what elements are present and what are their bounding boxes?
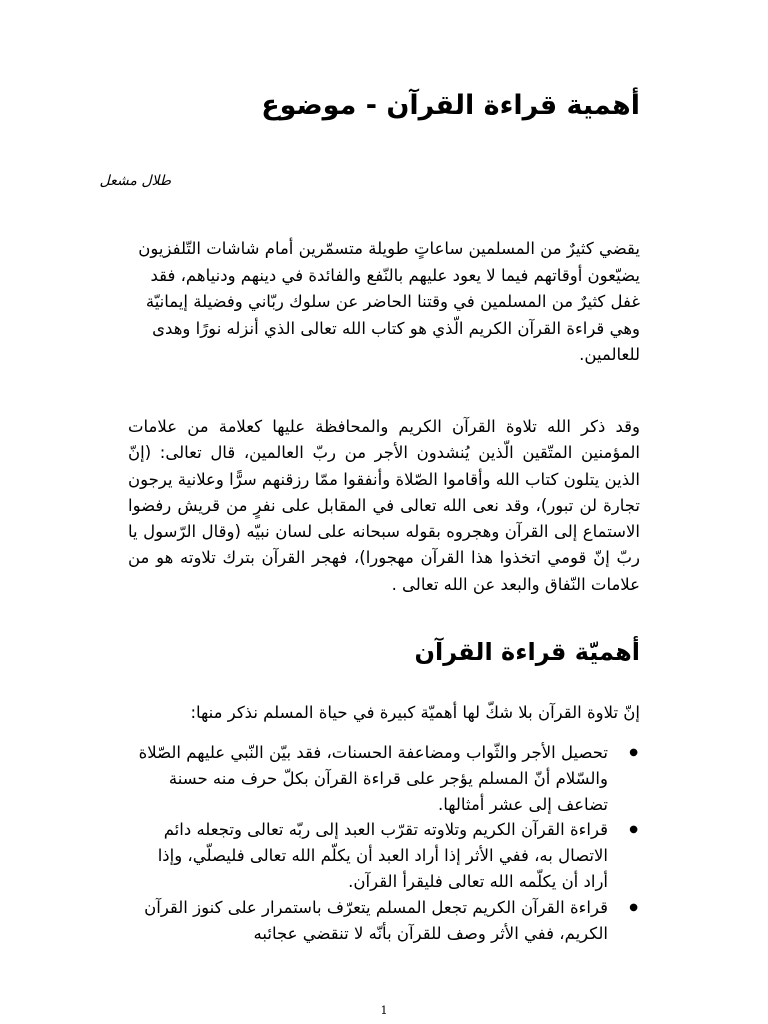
list-item: ● قراءة القرآن الكريم وتلاوته تقرّب العبد إلى ربّه تعالى وتجعله دائم الاتصال به، ففي الأثر إذا أراد العبد أن يكلّم الله تعالى فليصلّي، وإذا أراد أن يكلّمه الله تعالى فليقرأ القرآن. (128, 817, 640, 894)
page-number: 1 (380, 1004, 388, 1017)
section-intro: إنّ تلاوة القرآن بلا شكّ لها أهميّة كبيرة في حياة المسلم نذكر منها: (190, 703, 640, 722)
document-title: أهمية قراءة القرآن - موضوع (261, 90, 640, 121)
section-heading: أهميّة قراءة القرآن (414, 638, 640, 666)
list-item: ● قراءة القرآن الكريم تجعل المسلم يتعرّف باستمرار على كنوز القرآن الكريم، ففي الأثر وصف للقرآن بأنّه لا تنقضي عجائبه (128, 895, 640, 947)
paragraph-intro: يقضي كثيرٌ من المسلمين ساعاتٍ طويلة متسمّرين أمام شاشات التّلفزيون يضيّعون أوقاتهم فيما لا يعود عليهم بالنّفع والفائدة في دينهم ودنياهم، فقد غفل كثيرٌ من المسلمين في وقتنا الحاضر عن سلوك ربّاني وفضيلة إيمانيّة وهي قراءة القرآن الكريم الّذي هو كتاب الله تعالى الذي أنزله نورًا وهدى للعالمين. (138, 239, 640, 364)
list-item: ● تحصيل الأجر والثّواب ومضاعفة الحسنات، فقد بيّن النّبي عليهم الصّلاة والسّلام أنّ المسلم يؤجر على قراءة القرآن بكلّ حرف منه حسنة تضاعف إلى عشر أمثالها. (128, 740, 640, 817)
importance-list (128, 740, 640, 946)
author-name: طلال مشعل (99, 173, 171, 189)
paragraph-quran-recitation: وقد ذكر الله تلاوة القرآن الكريم والمحافظة عليها كعلامة من علامات المؤمنين المتّقين الّذين يُنشدون الأجر من ربّ العالمين، قال تعالى: (إنّ الذين يتلون كتاب الله وأقاموا الصّلاة وأنفقوا ممّا رزقنهم سرًّا وعلانية يرجون تجارة لن تبور)، وقد نعى الله تعالى في المقابل على نفرٍ من قريش رفضوا الاستماع إلى القرآن وهجروه بقوله سبحانه على لسان نبيّه (وقال الرّسول يا ربّ إنّ قومي اتخذوا هذا القرآن مهجورا)، فهجر القرآن بترك تلاوته هو من علامات النّفاق والبعد عن الله تعالى . (128, 417, 640, 594)
